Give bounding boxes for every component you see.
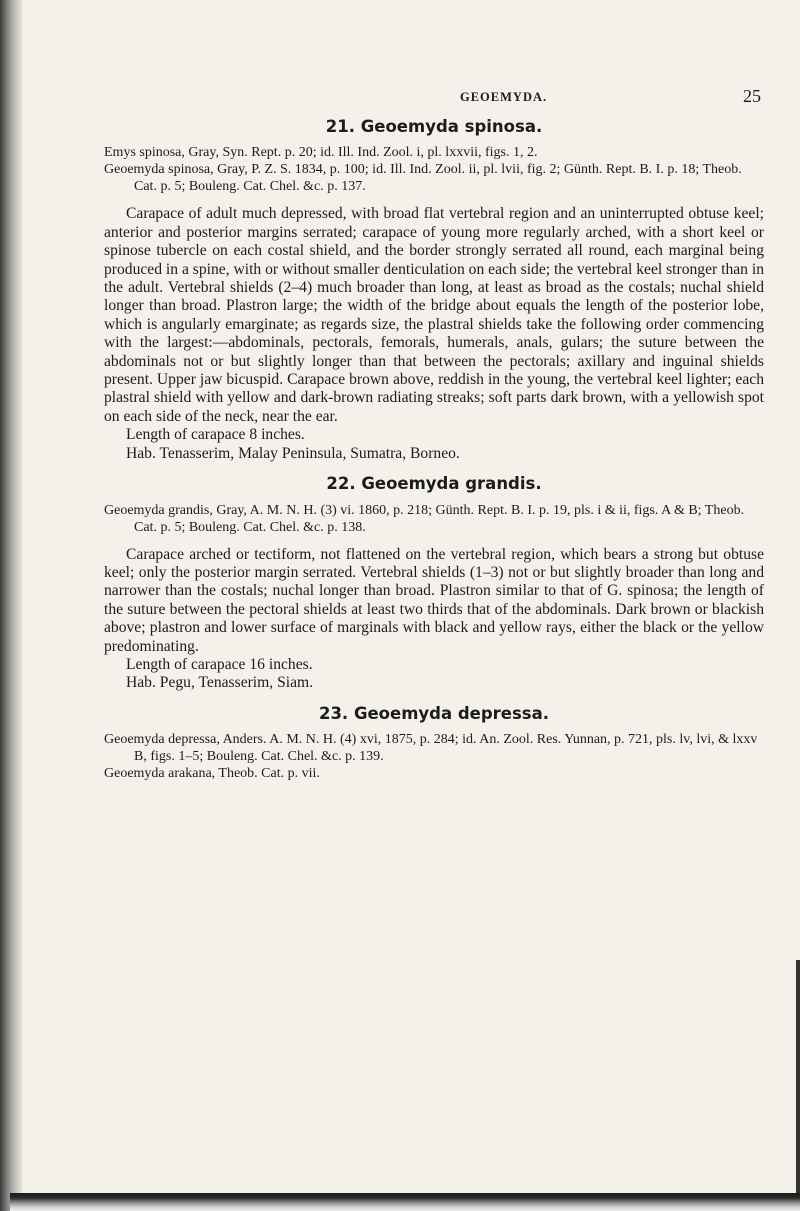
running-head: GEOEMYDA.: [460, 90, 548, 104]
carapace-length: Length of carapace 16 inches.: [126, 655, 313, 673]
species-entry-22: [104, 475, 764, 693]
habitat: Hab. Tenasserim, Malay Peninsula, Sumatra, Borneo.: [126, 444, 460, 462]
synonymy: [104, 502, 764, 536]
species-title: 23. Geoemyda depressa.: [318, 703, 550, 723]
species-entry-23: [104, 705, 764, 782]
species-description: Carapace of adult much depressed, with broad flat vertebral region and an uninterrupted obtuse keel; anterior and posterior margins serrated; carapace of young more regularly arched, with a short keel or spinose tubercle on each costal shield, and the border strongly serrated all round, each marginal being produced in a spine, with or without smaller denticulation on each side; the vertebral keel stronger than in the adult. Vertebral shields (2–4) much broader than long, at least as broad as the costals; nuchal shield longer than broad. Plastron large; the width of the bridge about equals the length of the posterior lobe, which is angularly emarginate; as regards size, the plastral shields take the following order commencing with the largest:—abdominals, pectorals, femorals, humerals, anals, gulars; the suture between the abdominals not or but slightly longer than that between the pectorals; axillary and inguinal shields present. Upper jaw bicuspid. Carapace brown above, reddish in the young, the vertebral keel lighter; each plastral shield with yellow and dark-brown radiating streaks; soft parts dark brown, with a yellowish spot on each side of the neck, near the ear.: [104, 205, 764, 425]
synonym-reference: Geoemyda spinosa, Gray, P. Z. S. 1834, p. 100; id. Ill. Ind. Zool. ii, pl. lvii, fig. 2; Günth. Rept. B. I. p. 18; Theob. Cat. p. 5; Bouleng. Cat. Chel. &c. p. 137.: [104, 162, 742, 195]
species-title: 21. Geoemyda spinosa.: [325, 117, 543, 136]
synonymy: [104, 731, 764, 782]
page-binding-shadow: [0, 0, 22, 1211]
species-title: 22. Geoemyda grandis.: [326, 474, 542, 494]
habitat: Hab. Pegu, Tenasserim, Siam.: [126, 674, 314, 692]
page-content: [104, 118, 764, 792]
synonym-reference: Emys spinosa, Gray, Syn. Rept. p. 20; id. Ill. Ind. Zool. i, pl. lxxvii, figs. 1, 2.: [104, 145, 538, 161]
synonym-reference: Geoemyda grandis, Gray, A. M. N. H. (3) vi. 1860, p. 218; Günth. Rept. B. I. p. 19, pls. i & ii, figs. A & B; Theob. Cat. p. 5; Bouleng. Cat. Chel. &c. p. 138.: [104, 502, 745, 535]
carapace-length: Length of carapace 8 inches.: [126, 426, 305, 444]
page-number: 25: [743, 86, 761, 106]
synonymy: [104, 144, 764, 195]
species-description: Carapace arched or tectiform, not flattened on the vertebral region, which bears a strong but obtuse keel; only the posterior margin serrated. Vertebral shields (1–3) not or but slightly broader than long and narrower than the costals; nuchal longer than broad. Plastron similar to that of G. spinosa; the length of the suture between the pectoral shields at least two thirds that of the abdominals. Dark brown or blackish above; plastron and lower surface of marginals with black and yellow rays, either the black or the yellow predominating.: [104, 545, 764, 655]
synonym-reference: Geoemyda depressa, Anders. A. M. N. H. (4) xvi, 1875, p. 284; id. An. Zool. Res. Yunnan, p. 721, pls. lv, lvi, & lxxv B, figs. 1–5; Bouleng. Cat. Chel. &c. p. 139.: [104, 732, 758, 765]
synonym-reference: Geoemyda arakana, Theob. Cat. p. vii.: [104, 766, 320, 782]
species-entry-21: [104, 118, 764, 463]
page-edge-right: [796, 960, 800, 1193]
page-edge-bottom: [10, 1193, 800, 1211]
